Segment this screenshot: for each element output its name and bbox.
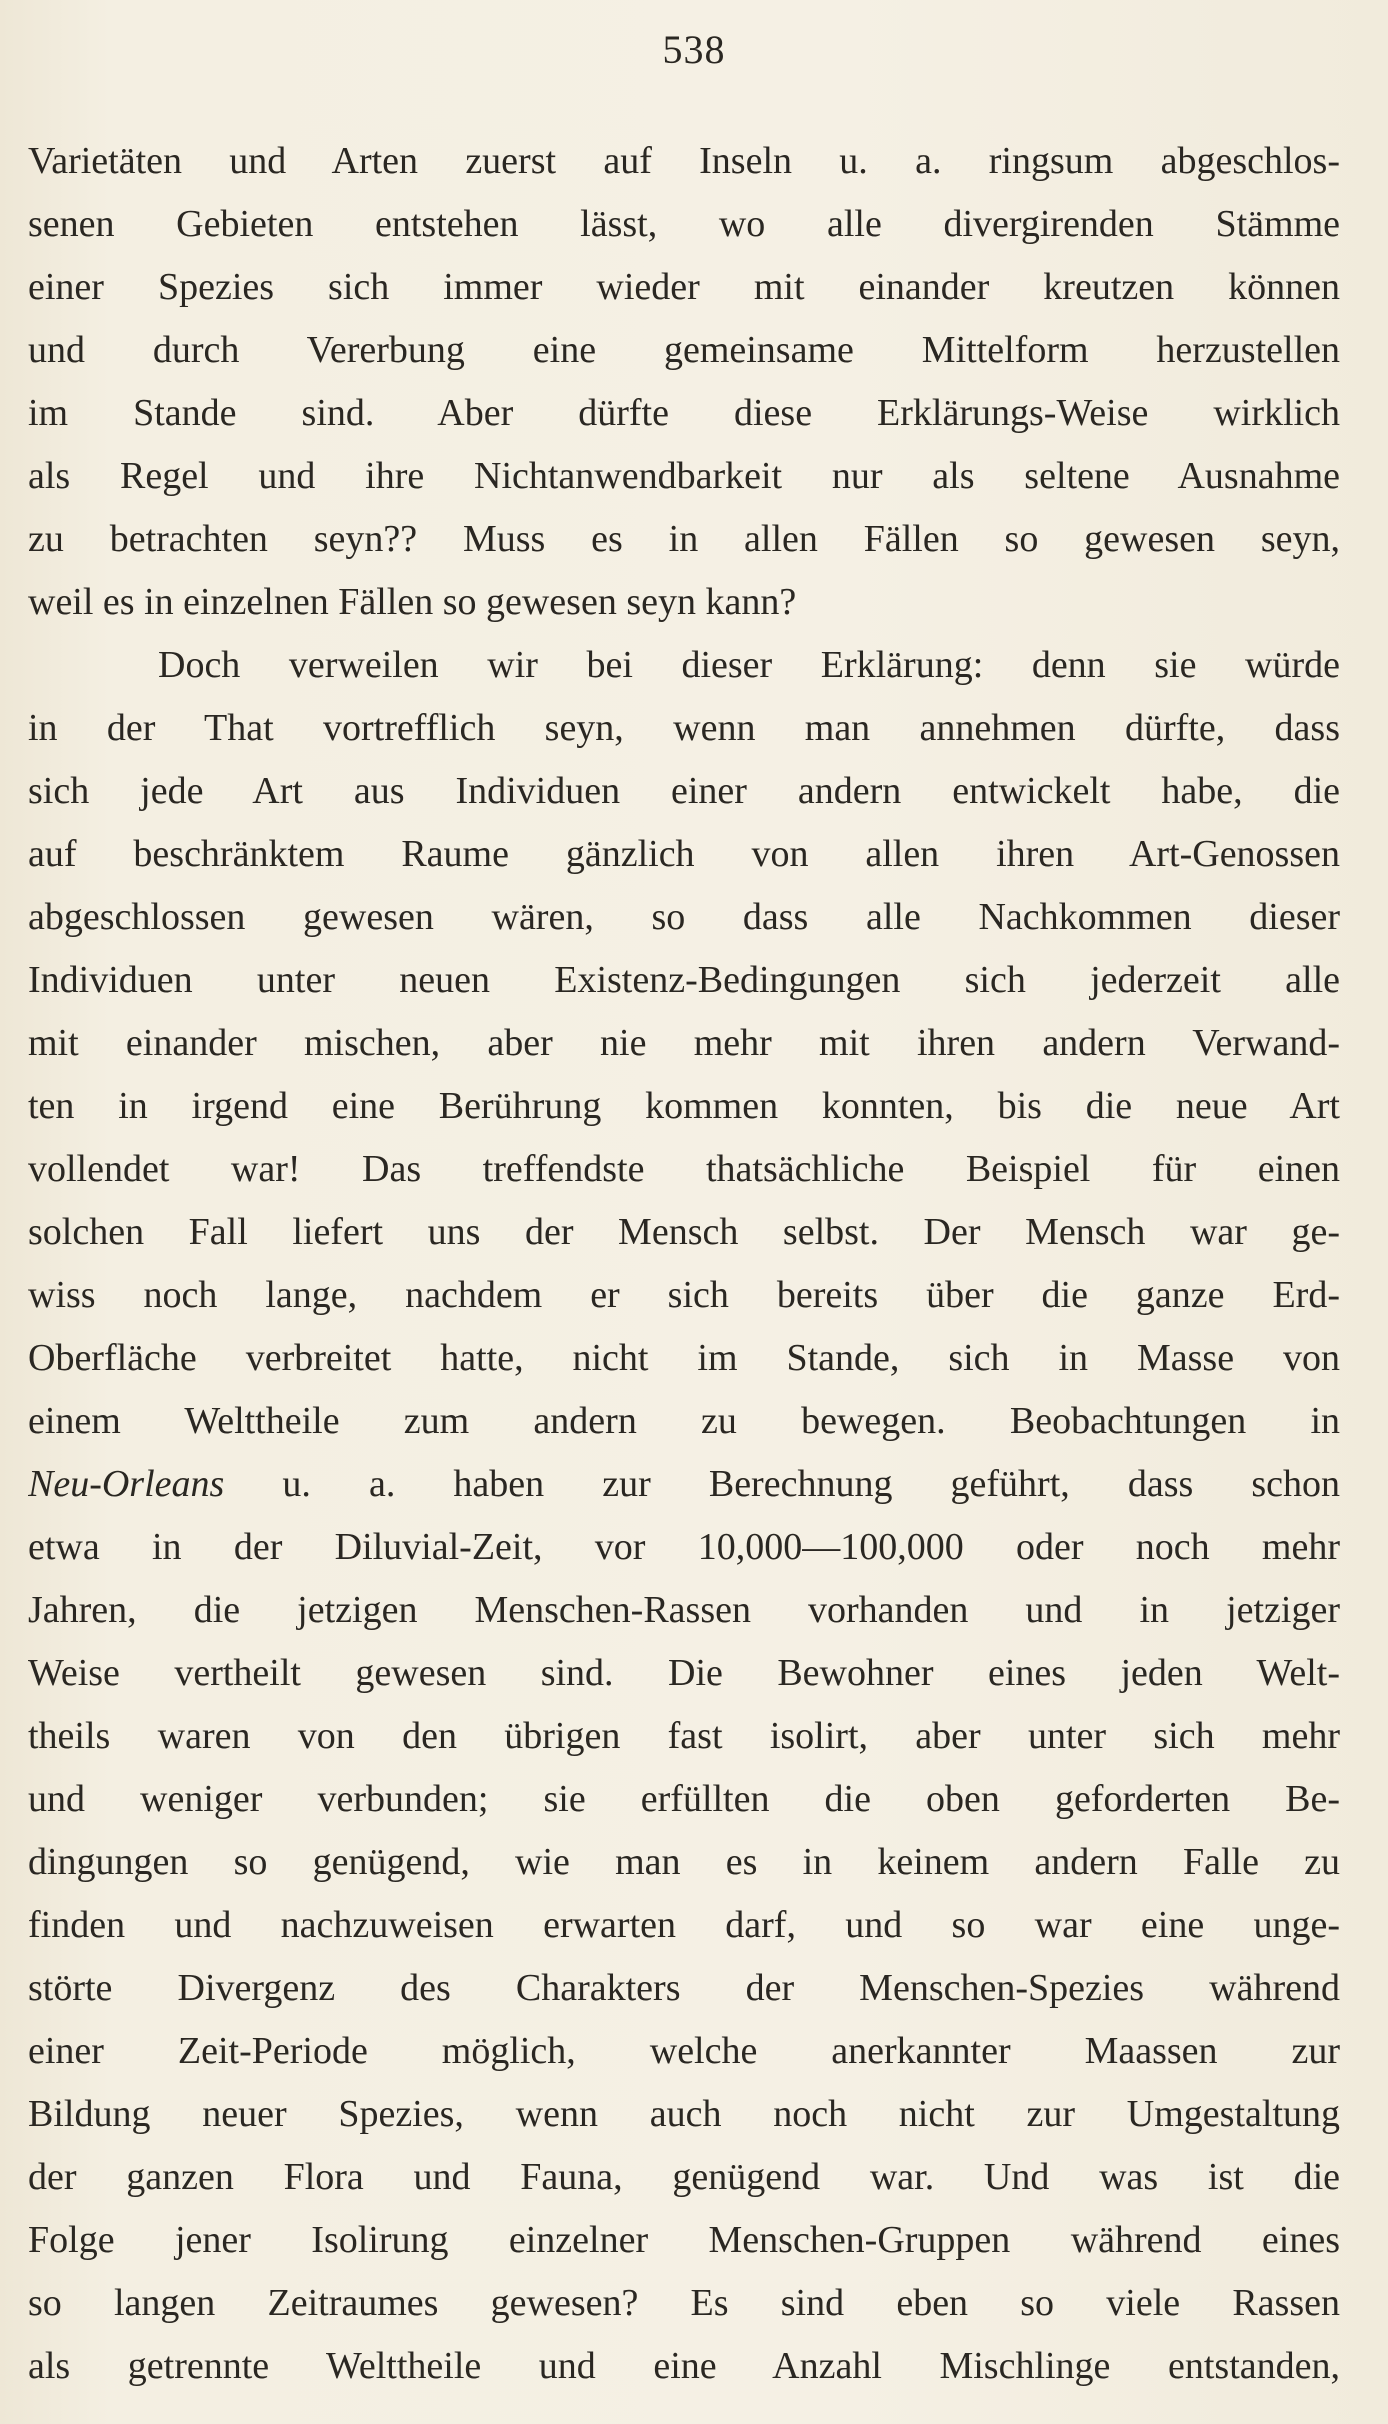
text-line: und durch Vererbung eine gemeinsame Mittelform herzustellen	[28, 329, 1340, 371]
body-text	[28, 130, 1340, 2398]
text-line: abgeschlossen gewesen wären, so dass alle Nachkommen dieser	[28, 896, 1340, 938]
italic-place-name: Neu-Orleans	[28, 1463, 225, 1505]
text-line: Weise vertheilt gewesen sind. Die Bewohner eines jeden Welt-	[28, 1652, 1340, 1694]
text-line: auf beschränktem Raume gänzlich von allen ihren Art-Genossen	[28, 833, 1340, 875]
text-line: senen Gebieten entstehen lässt, wo alle divergirenden Stämme	[28, 203, 1340, 245]
text-line: Individuen unter neuen Existenz-Bedingungen sich jederzeit alle	[28, 959, 1340, 1001]
text-line-with-italic	[28, 1453, 1340, 1516]
text-line: theils waren von den übrigen fast isolirt, aber unter sich mehr	[28, 1715, 1340, 1757]
text-line: Varietäten und Arten zuerst auf Inseln u. a. ringsum abgeschlos-	[28, 140, 1340, 182]
text-line: als getrennte Welttheile und eine Anzahl Mischlinge entstanden,	[28, 2345, 1340, 2387]
text-line: ten in irgend eine Berührung kommen konnten, bis die neue Art	[28, 1085, 1340, 1127]
text-line: wiss noch lange, nachdem er sich bereits über die ganze Erd-	[28, 1274, 1340, 1316]
text-line: Bildung neuer Spezies, wenn auch noch nicht zur Umgestaltung	[28, 2093, 1340, 2135]
text-line: etwa in der Diluvial-Zeit, vor 10,000—100,000 oder noch mehr	[28, 1526, 1340, 1568]
text-line: einem Welttheile zum andern zu bewegen. Beobachtungen in	[28, 1400, 1340, 1442]
text-line: störte Divergenz des Charakters der Menschen-Spezies während	[28, 1967, 1340, 2009]
text-line: solchen Fall liefert uns der Mensch selbst. Der Mensch war ge-	[28, 1211, 1340, 1253]
text-line: zu betrachten seyn?? Muss es in allen Fällen so gewesen seyn,	[28, 518, 1340, 560]
text-line: Folge jener Isolirung einzelner Menschen-Gruppen während eines	[28, 2219, 1340, 2261]
text-line: als Regel und ihre Nichtanwendbarkeit nur als seltene Ausnahme	[28, 455, 1340, 497]
page-number: 538	[662, 27, 726, 72]
text-line: in der That vortrefflich seyn, wenn man annehmen dürfte, dass	[28, 707, 1340, 749]
text-line: einer Zeit-Periode möglich, welche anerkannter Maassen zur	[28, 2030, 1340, 2072]
text-line-rest: u. a. haben zur Berechnung geführt, dass schon	[282, 1463, 1340, 1505]
text-line: dingungen so genügend, wie man es in keinem andern Falle zu	[28, 1841, 1340, 1883]
text-line: im Stande sind. Aber dürfte diese Erklärungs-Weise wirklich	[28, 392, 1340, 434]
text-line: Doch verweilen wir bei dieser Erklärung: denn sie würde	[158, 644, 1340, 686]
text-line: und weniger verbunden; sie erfüllten die oben geforderten Be-	[28, 1778, 1340, 1820]
text-line: der ganzen Flora und Fauna, genügend war. Und was ist die	[28, 2156, 1340, 2198]
text-line: vollendet war! Das treffendste thatsächliche Beispiel für einen	[28, 1148, 1340, 1190]
text-line: finden und nachzuweisen erwarten darf, und so war eine unge-	[28, 1904, 1340, 1946]
text-line: Jahren, die jetzigen Menschen-Rassen vorhanden und in jetziger	[28, 1589, 1340, 1631]
text-line: weil es in einzelnen Fällen so gewesen seyn kann?	[28, 581, 797, 623]
text-line: mit einander mischen, aber nie mehr mit ihren andern Verwand-	[28, 1022, 1340, 1064]
text-line: Oberfläche verbreitet hatte, nicht im Stande, sich in Masse von	[28, 1337, 1340, 1379]
text-line: einer Spezies sich immer wieder mit einander kreutzen können	[28, 266, 1340, 308]
text-line: sich jede Art aus Individuen einer andern entwickelt habe, die	[28, 770, 1340, 812]
text-line: so langen Zeitraumes gewesen? Es sind eben so viele Rassen	[28, 2282, 1340, 2324]
